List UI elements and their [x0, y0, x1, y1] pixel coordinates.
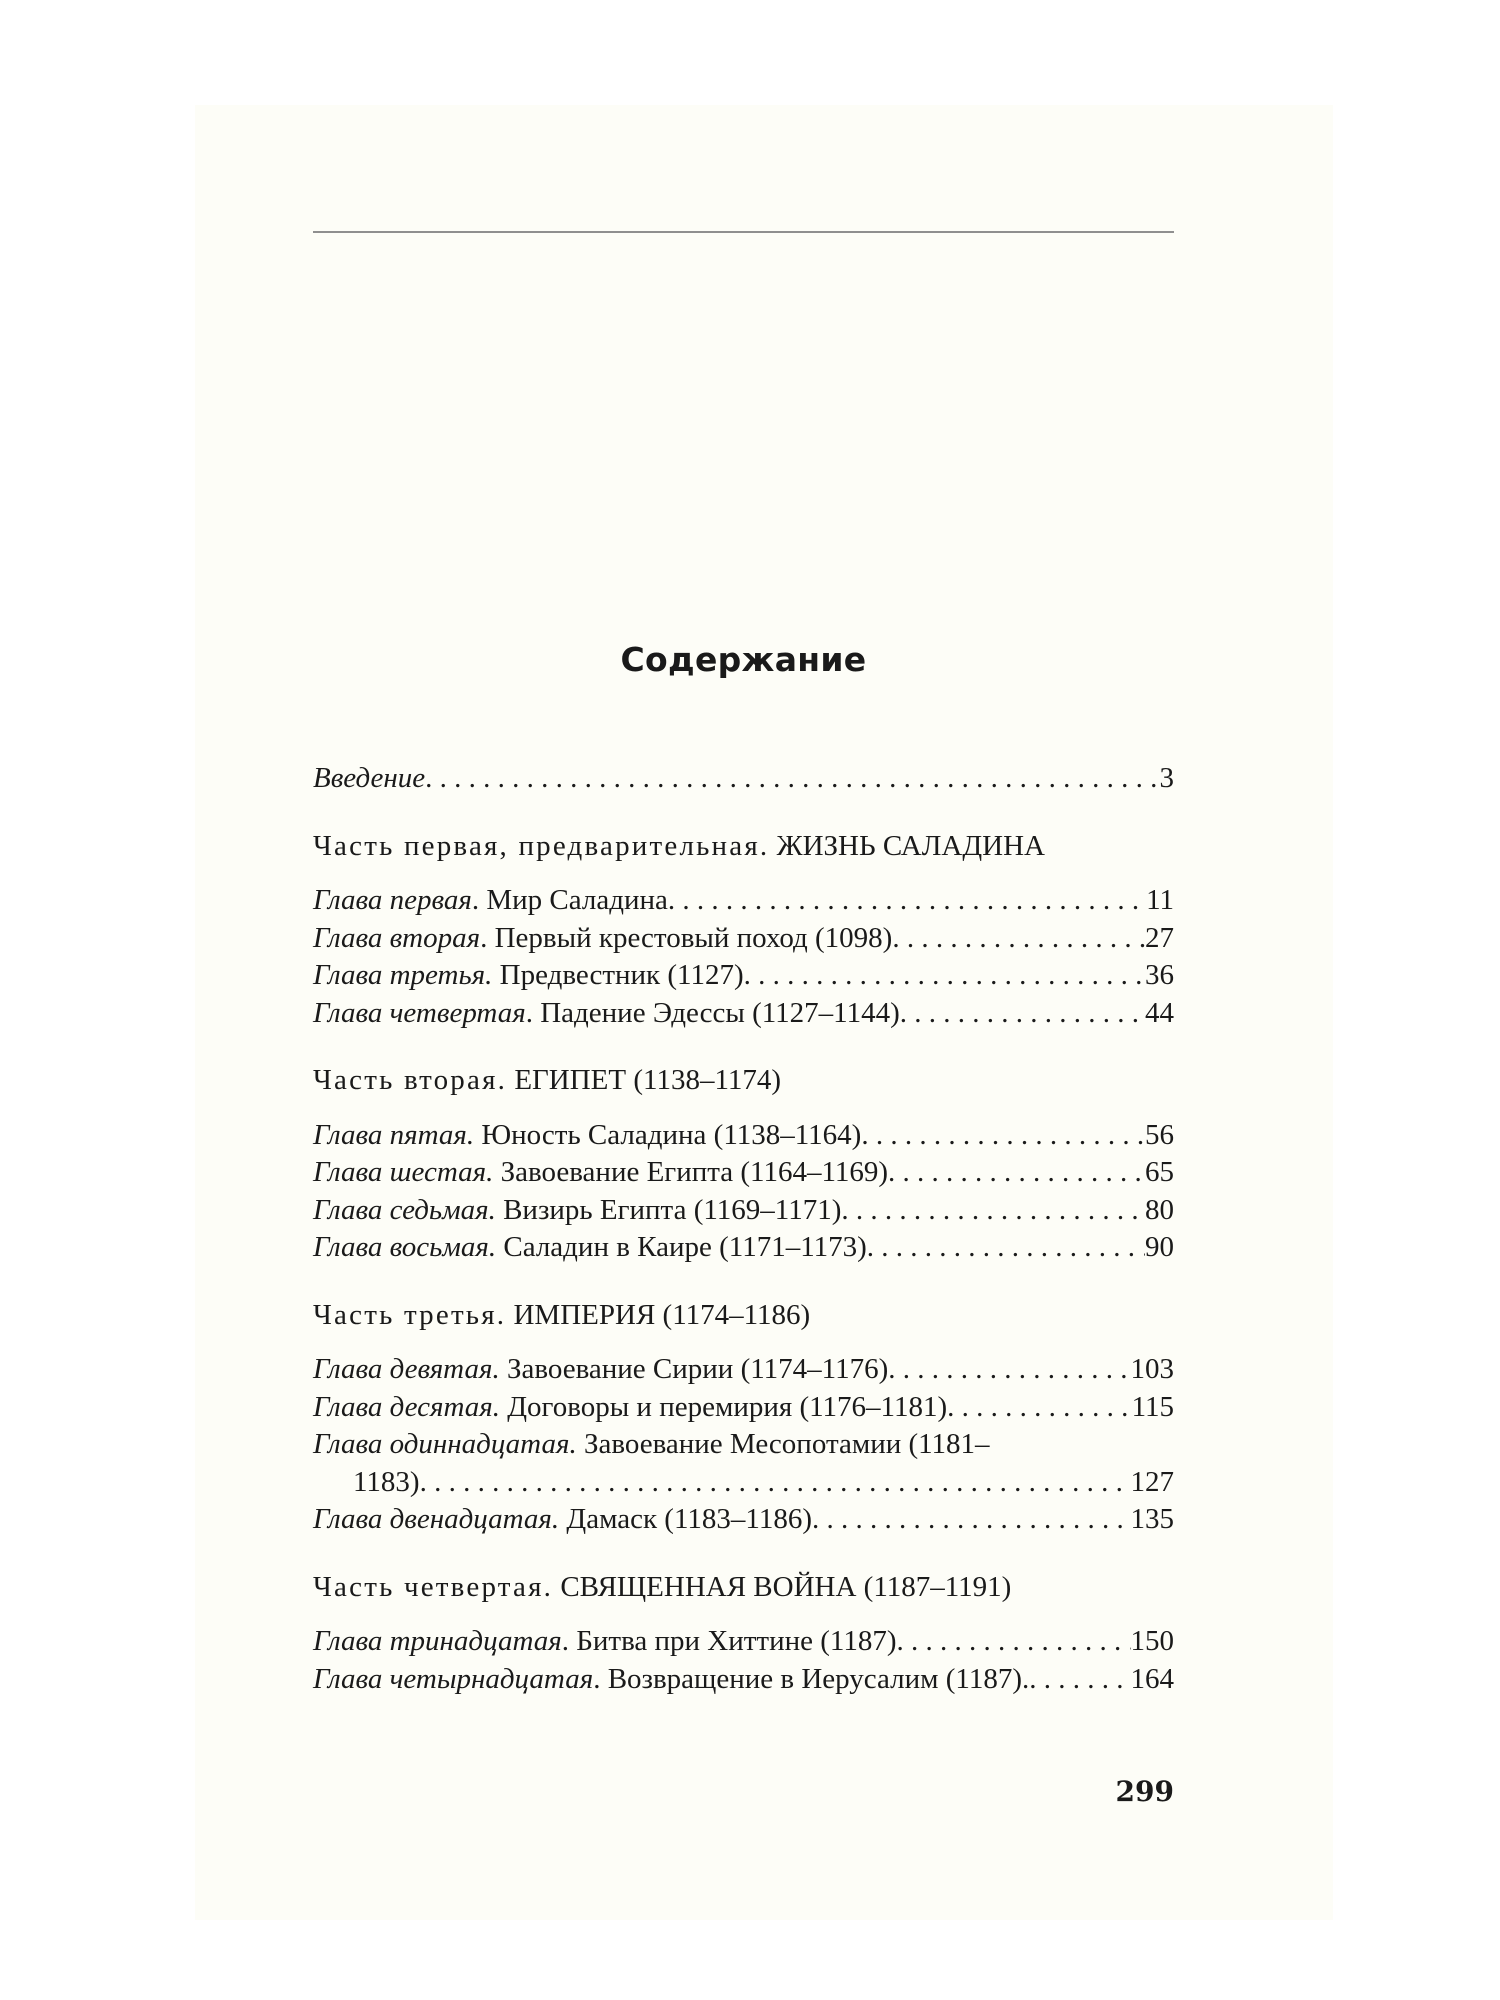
part-heading-2: [313, 1062, 1174, 1100]
chapter-label: Глава четырнадцатая: [313, 1662, 594, 1695]
part-label: Часть первая, предварительная.: [313, 829, 770, 862]
chapter-label: Глава восьмая.: [313, 1231, 497, 1263]
table-of-contents: [313, 760, 1174, 1698]
chapter-title: Битва при Хиттине (1187): [576, 1625, 897, 1657]
toc-entry-chapter-6[interactable]: [313, 1154, 1174, 1192]
toc-entry-label: Введение: [313, 762, 426, 794]
chapter-label: Глава десятая.: [313, 1390, 500, 1423]
part-heading-4: [313, 1569, 1174, 1607]
toc-page-number: 150: [1130, 1625, 1174, 1657]
dot-leader: [425, 760, 1159, 798]
chapter-separator: .: [593, 1662, 608, 1695]
chapter-title: Дамаск (1183–1186): [566, 1503, 812, 1535]
chapter-separator: [496, 1194, 503, 1226]
toc-page-number: 103: [1130, 1353, 1174, 1385]
chapter-separator: .: [471, 884, 487, 916]
toc-entry-chapter-11-continued[interactable]: [313, 1464, 1174, 1502]
chapter-separator: .: [480, 921, 495, 954]
toc-page-number: 135: [1130, 1503, 1174, 1535]
toc-page-number: 115: [1131, 1390, 1174, 1423]
toc-page-number: 11: [1146, 884, 1174, 916]
chapter-title: Падение Эдессы (1127–1144): [540, 996, 900, 1029]
chapter-title: Завоевание Египта (1164–1169): [500, 1156, 889, 1188]
chapter-separator: [577, 1428, 584, 1460]
toc-entry-chapter-7[interactable]: [313, 1192, 1174, 1230]
dot-leader: [897, 1623, 1131, 1661]
chapter-title: Первый крестовый поход (1098): [494, 921, 893, 954]
part-title: СВЯЩЕННАЯ ВОЙНА (1187–1191): [560, 1570, 1012, 1603]
part-title: ЖИЗНЬ САЛАДИНА: [776, 829, 1045, 862]
chapter-label: Глава тринадцатая: [313, 1625, 562, 1657]
toc-entry-chapter-1[interactable]: [313, 882, 1174, 920]
chapter-separator: .: [525, 996, 541, 1029]
dot-leader: [812, 1501, 1131, 1539]
chapter-title: Юность Саладина (1138–1164): [481, 1118, 862, 1151]
toc-page-number: 3: [1159, 762, 1174, 794]
page-number: 299: [1115, 1775, 1174, 1808]
chapter-label: Глава седьмая.: [313, 1193, 496, 1226]
toc-entry-intro[interactable]: [313, 760, 1174, 798]
toc-entry-chapter-3[interactable]: [313, 957, 1174, 995]
chapter-title: Возвращение в Иерусалим (1187).: [607, 1662, 1030, 1695]
toc-entry-chapter-8[interactable]: [313, 1229, 1174, 1267]
toc-page-number: 164: [1130, 1662, 1174, 1695]
chapter-label: Глава четвертая: [313, 996, 526, 1029]
toc-page-number: 56: [1145, 1118, 1174, 1151]
dot-leader: [668, 882, 1146, 920]
chapter-title: Саладин в Каире (1171–1173): [503, 1231, 867, 1263]
part-label: Часть четвертая.: [313, 1570, 554, 1603]
toc-entry-chapter-11[interactable]: [313, 1426, 1174, 1464]
toc-page-number: 27: [1145, 921, 1174, 954]
chapter-label: Глава двенадцатая.: [313, 1503, 560, 1535]
dot-leader: [867, 1229, 1145, 1267]
part-heading-1: [313, 828, 1174, 866]
chapter-label: Глава девятая.: [313, 1353, 500, 1385]
chapter-separator: .: [561, 1625, 577, 1657]
chapter-title: Мир Саладина: [486, 884, 668, 916]
toc-entry-chapter-12[interactable]: [313, 1501, 1174, 1539]
dot-leader: [888, 1154, 1145, 1192]
toc-entry-chapter-9[interactable]: [313, 1351, 1174, 1389]
chapter-label: Глава шестая.: [313, 1156, 494, 1188]
part-title: ЕГИПЕТ (1138–1174): [514, 1064, 782, 1096]
chapter-label: Глава одиннадцатая.: [313, 1428, 577, 1460]
chapter-separator: [492, 959, 499, 991]
dot-leader: [888, 1351, 1130, 1389]
dot-leader: [1029, 1661, 1130, 1699]
dot-leader: [841, 1192, 1145, 1230]
dot-leader: [861, 1117, 1145, 1155]
part-heading-3: [313, 1297, 1174, 1335]
dot-leader: [892, 920, 1145, 958]
toc-page-number: 90: [1145, 1231, 1174, 1263]
chapter-title: Визирь Египта (1169–1171): [503, 1193, 842, 1226]
chapter-separator: [493, 1156, 500, 1188]
chapter-title: Предвестник (1127): [499, 959, 744, 991]
dot-leader: [420, 1464, 1131, 1502]
part-label: Часть вторая.: [313, 1064, 508, 1096]
toc-entry-chapter-13[interactable]: [313, 1623, 1174, 1661]
part-title: ИМПЕРИЯ (1174–1186): [513, 1298, 811, 1331]
page-title: Содержание: [620, 640, 867, 679]
dot-leader: [900, 995, 1145, 1033]
chapter-label: Глава пятая.: [313, 1118, 475, 1151]
top-rule-divider: [313, 231, 1174, 233]
chapter-label: Глава вторая: [313, 921, 481, 954]
chapter-title: Договоры и перемирия (1176–1181): [507, 1390, 948, 1423]
chapter-title: Завоевание Сирии (1174–1176): [506, 1353, 889, 1385]
chapter-label: Глава третья.: [313, 959, 493, 991]
chapter-title-continued: 1183): [353, 1465, 420, 1498]
toc-entry-chapter-5[interactable]: [313, 1117, 1174, 1155]
chapter-separator: [500, 1353, 507, 1385]
toc-page-number: 36: [1145, 959, 1174, 991]
toc-page-number: 80: [1145, 1193, 1174, 1226]
chapter-title: Завоевание Месопотамии (1181–: [583, 1428, 990, 1460]
dot-leader: [947, 1389, 1131, 1427]
toc-entry-chapter-10[interactable]: [313, 1389, 1174, 1427]
chapter-label: Глава первая: [313, 884, 472, 916]
toc-entry-chapter-4[interactable]: [313, 995, 1174, 1033]
toc-entry-chapter-2[interactable]: [313, 920, 1174, 958]
toc-page-number: 127: [1130, 1465, 1174, 1498]
part-label: Часть третья.: [313, 1298, 507, 1331]
toc-entry-chapter-14[interactable]: [313, 1661, 1174, 1699]
toc-page-number: 44: [1145, 996, 1174, 1029]
toc-page-number: 65: [1145, 1156, 1174, 1188]
dot-leader: [744, 957, 1145, 995]
